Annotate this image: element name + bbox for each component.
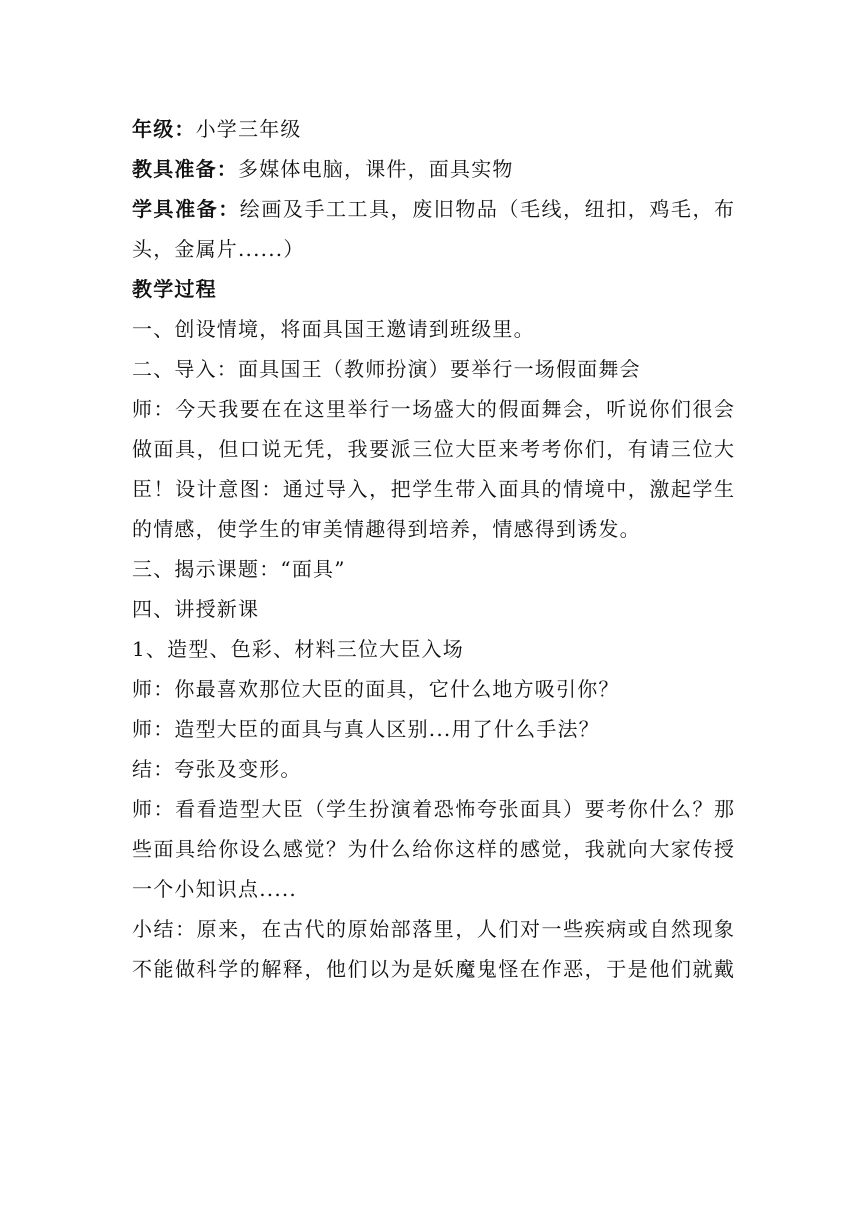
paragraph-line: 师：造型大臣的面具与真人区别...用了什么手法？ [132,717,600,741]
paragraph-line: 不能做科学的解释，他们以为是妖魔鬼怪在作恶，于是他们就戴 [132,957,734,981]
student-tools-line [132,189,734,229]
student-tools-continuation [132,229,734,269]
paragraph-line: 二、导入：面具国王（教师扮演）要举行一场假面舞会 [132,357,641,381]
paragraph-line: 的情感，使学生的审美情趣得到培养，情感得到诱发。 [132,517,641,541]
grade-line [132,109,734,149]
teaching-tools-line [132,149,734,189]
student-tools-label: 学具准备： [132,197,240,221]
teaching-tools-label: 教具准备： [132,157,238,181]
paragraph-line: 师：今天我要在在这里举行一场盛大的假面舞会，听说你们很会 [132,397,734,421]
process-heading: 教学过程 [132,277,217,301]
document-page [132,109,734,989]
paragraph-line: 师：看看造型大臣（学生扮演着恐怖夸张面具）要考你什么？那 [132,797,734,821]
student-tools-value-line2: 头，金属片......） [132,237,305,261]
paragraph-line: 1、造型、色彩、材料三位大臣入场 [132,637,464,661]
grade-label: 年级： [132,117,196,141]
paragraph-line: 师：你最喜欢那位大臣的面具，它什么地方吸引你？ [132,677,620,701]
grade-value: 小学三年级 [195,117,302,141]
paragraph-line: 些面具给你设么感觉？为什么给你这样的感觉，我就向大家传授 [132,837,734,861]
paragraph-line: 臣！设计意图：通过导入，把学生带入面具的情境中，激起学生 [132,477,734,501]
paragraph-line: 小结：原来，在古代的原始部落里，人们对一些疾病或自然现象 [132,917,734,941]
paragraph-line: 四、讲授新课 [132,597,260,621]
teaching-tools-value: 多媒体电脑，课件，面具实物 [238,157,514,181]
paragraph-line: 一个小知识点..... [132,877,297,901]
paragraph-line: 三、揭示课题：“面具” [132,557,346,581]
paragraph-line: 结：夸张及变形。 [132,757,302,781]
paragraph-line: 做面具，但口说无凭，我要派三位大臣来考考你们，有请三位大 [132,437,734,461]
student-tools-value-line1: 绘画及手工工具，废旧物品（毛线，纽扣，鸡毛，布 [239,197,735,221]
paragraph-line: 一、创设情境，将面具国王邀请到班级里。 [132,317,535,341]
